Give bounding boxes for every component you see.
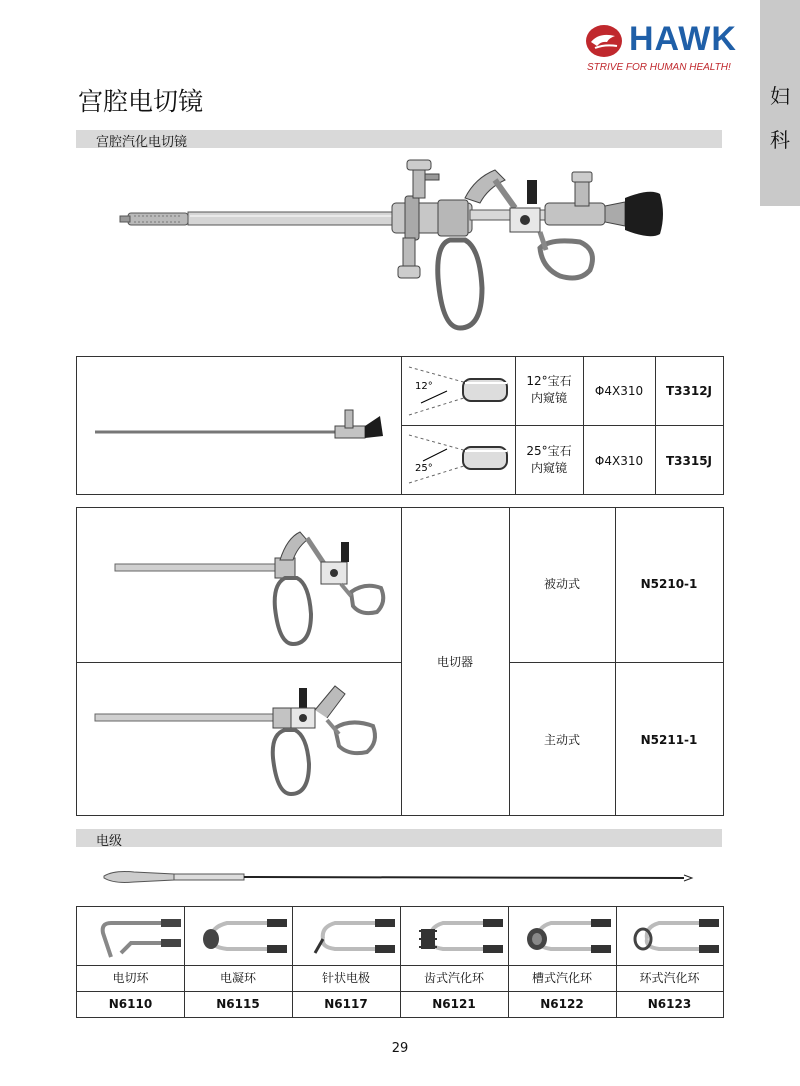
resectoscope-assembly-image — [120, 158, 680, 333]
electrode-name-3: 针状电极 — [321, 971, 370, 985]
telescope-image — [95, 402, 385, 442]
working-element-type-active: 主动式 — [543, 733, 580, 747]
electrode-code-4: N6121 — [432, 997, 476, 1011]
active-working-element-image — [95, 678, 395, 798]
grooved-vaporization-loop-icon — [521, 913, 611, 961]
working-element-table — [76, 507, 724, 816]
telescope-code-25: T3315J — [665, 454, 713, 468]
telescope-table — [76, 356, 724, 495]
side-tab-char-2: 科 — [770, 128, 790, 152]
electrode-code-6: N6123 — [647, 997, 692, 1011]
tip-angle-25: 25° — [415, 463, 433, 474]
needle-electrode-icon — [305, 913, 395, 961]
page-title: 宫腔电切镜 — [78, 87, 204, 116]
cutting-loop-icon — [91, 913, 181, 961]
ring-vaporization-loop-icon — [629, 913, 719, 961]
telescope-name-25: 25°宝石 内窥镜 — [526, 444, 572, 475]
electrode-table — [76, 906, 724, 1018]
section-title-electrodes: 电级 — [96, 834, 123, 849]
telescope-spec-25: Φ4X310 — [594, 454, 644, 468]
section-title-resectoscope: 宫腔汽化电切镜 — [96, 135, 188, 150]
electrode-code-1: N6110 — [108, 997, 153, 1011]
telescope-code-12: T3312J — [665, 384, 713, 398]
category-side-tab — [760, 0, 800, 206]
brand-name: HAWK — [629, 20, 737, 58]
section-bar-resectoscope — [76, 130, 722, 148]
electrode-overview-image — [104, 868, 694, 888]
working-element-type-passive: 被动式 — [543, 577, 580, 591]
tip-angle-12: 12° — [415, 381, 433, 392]
passive-working-element-image — [115, 528, 395, 648]
side-tab-char-1: 妇 — [770, 84, 790, 108]
electrode-code-3: N6117 — [324, 997, 368, 1011]
telescope-tip-diagram-12 — [407, 363, 507, 419]
telescope-spec-12: Φ4X310 — [594, 384, 644, 398]
electrode-name-4: 齿式汽化环 — [423, 971, 484, 985]
working-element-category: 电切器 — [436, 655, 473, 669]
telescope-tip-diagram-25 — [407, 431, 507, 487]
electrode-name-2: 电凝环 — [219, 971, 256, 985]
electrode-name-5: 槽式汽化环 — [531, 971, 592, 985]
electrode-code-5: N6122 — [540, 997, 584, 1011]
toothed-vaporization-loop-icon — [413, 913, 503, 961]
brand-logo — [585, 20, 745, 76]
electrode-code-2: N6115 — [216, 997, 260, 1011]
working-element-code-active: N5211-1 — [640, 733, 698, 747]
section-bar-electrodes — [76, 829, 722, 847]
telescope-name-12: 12°宝石 内窥镜 — [526, 374, 572, 405]
working-element-code-passive: N5210-1 — [640, 577, 698, 591]
brand-slogan: STRIVE FOR HUMAN HEALTH! — [587, 62, 731, 73]
page-number: 29 — [391, 1041, 409, 1056]
electrode-name-1: 电切环 — [112, 971, 149, 985]
hawk-logo-icon — [585, 24, 623, 58]
coagulation-roller-icon — [197, 913, 287, 961]
electrode-name-6: 环式汽化环 — [639, 971, 700, 985]
